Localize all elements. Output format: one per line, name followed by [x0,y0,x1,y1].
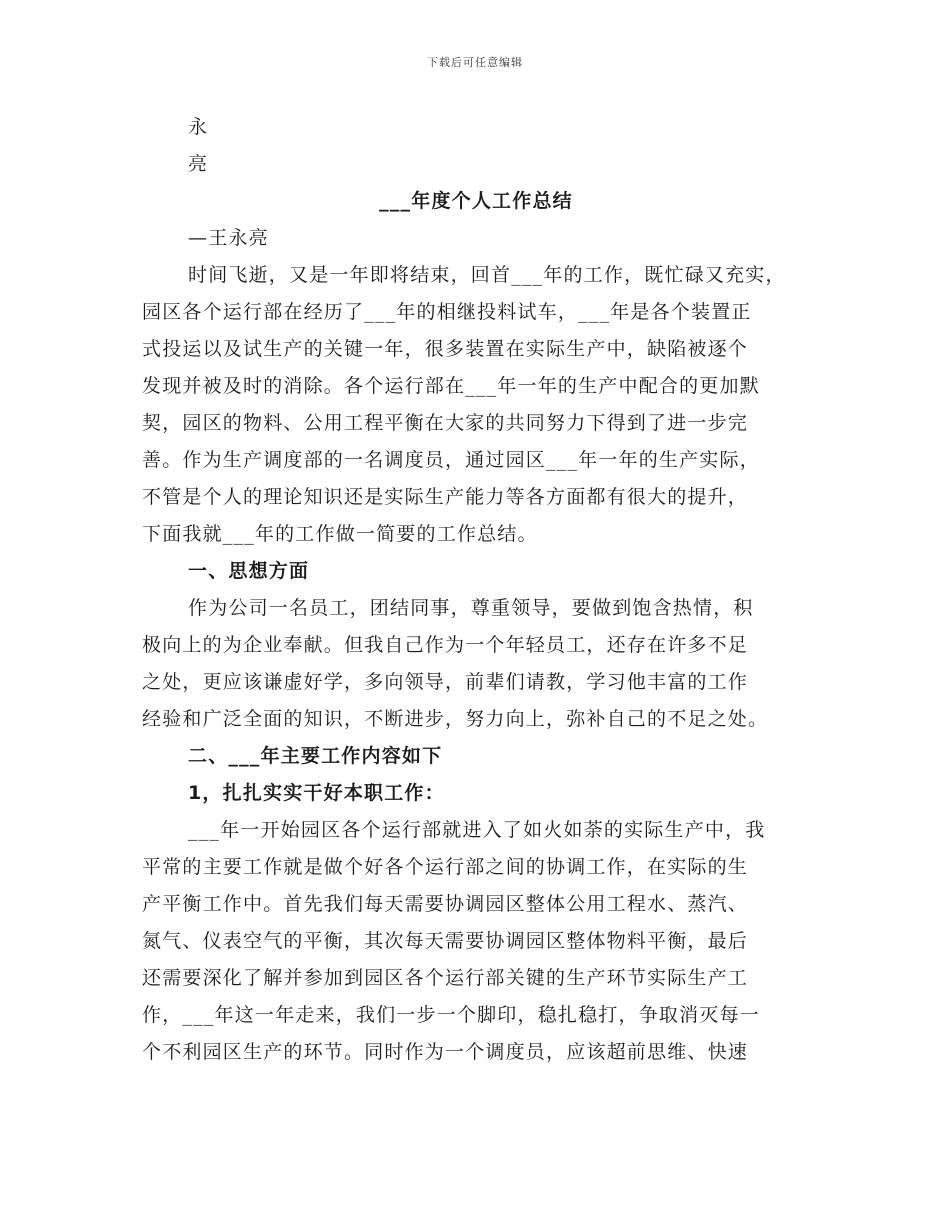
paragraph-line: 不管是个人的理论知识还是实际生产能力等各方面都有很大的提升， [142,486,749,508]
page-header: 下载后可任意编辑 [427,56,523,69]
paragraph-line: 经验和广泛全面的知识，不断进步，努力向上，弥补自己的不足之处。 [142,708,769,730]
document-title: ___年度个人工作总结 [379,190,573,212]
paragraph-line: 式投运以及试生产的关键一年，很多装置在实际生产中，缺陷被逐个 [142,338,749,360]
paragraph-line: 平常的主要工作就是做个好各个运行部之间的协调工作，在实际的生 [142,856,749,878]
paragraph-line: 发现并被及时的消除。各个运行部在___年一年的生产中配合的更加默 [142,375,760,397]
paragraph-line: 时间飞逝，又是一年即将结束，回首___年的工作，既忙碌又充实， [188,264,786,286]
paragraph-line: 还需要深化了解并参加到园区各个运行部关键的生产环节实际生产工 [142,967,749,989]
paragraph-line: 氮气、仪表空气的平衡，其次每天需要协调园区整体物料平衡，最后 [142,930,749,952]
paragraph-line: ___年一开始园区各个运行部就进入了如火如荼的实际生产中，我 [188,819,766,841]
paragraph-line: 善。作为生产调度部的一名调度员，通过园区___年一年的生产实际， [142,449,760,471]
name-char-1: 永 [188,116,209,138]
paragraph-line: 个不利园区生产的环节。同时作为一个调度员，应该超前思维、快速 [142,1041,749,1063]
subsection-heading: 1，扎扎实实干好本职工作： [188,782,445,804]
paragraph-line: 作为公司一名员工，团结同事，尊重领导，要做到饱含热情，积 [188,597,754,619]
section-heading: 二、___年主要工作内容如下 [188,745,443,767]
paragraph-line: 之处，更应该谦虚好学，多向领导，前辈们请教，学习他丰富的工作 [142,671,749,693]
paragraph-line: 极向上的为企业奉献。但我自己作为一个年轻员工，还存在许多不足 [142,634,749,656]
section-heading: 一、思想方面 [188,560,310,582]
author-line: —王永亮 [188,227,269,249]
paragraph-line: 园区各个运行部在经历了___年的相继投料试车，___年是各个装置正 [142,301,752,323]
paragraph-line: 契，园区的物料、公用工程平衡在大家的共同努力下得到了进一步完 [142,412,749,434]
paragraph-line: 产平衡工作中。首先我们每天需要协调园区整体公用工程水、蒸汽、 [142,893,749,915]
document-body [142,109,810,1071]
paragraph-line: 作，___年这一年走来，我们一步一个脚印，稳扎稳打，争取消灭每一 [142,1004,760,1026]
paragraph-line: 下面我就___年的工作做一简要的工作总结。 [142,523,538,545]
name-char-2: 亮 [188,153,209,175]
